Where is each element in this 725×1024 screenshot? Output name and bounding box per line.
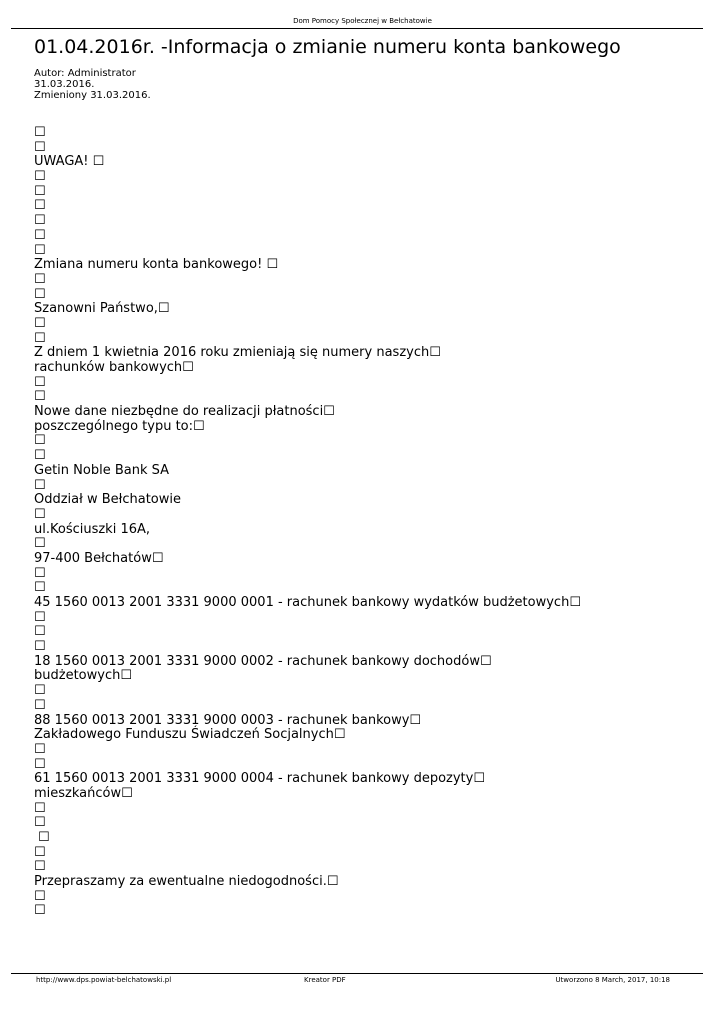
body-text-line: ul.Kościuszki 16A, — [34, 521, 151, 537]
placeholder-box-line: ☐ — [34, 125, 46, 140]
body-text-line: UWAGA! ☐ — [34, 154, 105, 170]
placeholder-box-line: ☐ — [34, 198, 46, 214]
article-modified: Zmieniony 31.03.2016. — [34, 90, 151, 101]
placeholder-box-line: ☐ — [34, 448, 46, 464]
body-text-line: Z dniem 1 kwietnia 2016 roku zmieniają się numery naszych☐ — [34, 345, 441, 361]
body-text-line: budżetowych☐ — [34, 668, 132, 684]
placeholder-box-line: ☐ — [34, 139, 46, 155]
footer-url[interactable]: http://www.dps.powiat-belchatowski.pl — [36, 976, 172, 984]
body-text-line: poszczególnego typu to:☐ — [34, 418, 205, 434]
placeholder-box-line: ☐ — [34, 389, 46, 405]
placeholder-box-line: ☐ — [34, 536, 46, 552]
body-text-line: mieszkańców☐ — [34, 785, 133, 801]
page-footer — [36, 976, 670, 986]
placeholder-box-line: ☐ — [34, 903, 46, 919]
placeholder-box-line: ☐ — [34, 477, 46, 493]
placeholder-box-line: ☐ — [34, 242, 46, 258]
placeholder-box-line: ☐ — [34, 315, 46, 331]
footer-generator: Kreator PDF — [304, 976, 346, 984]
body-text-line: 18 1560 0013 2001 3331 9000 0002 - rachunek bankowy dochodów☐ — [34, 653, 492, 669]
placeholder-box-line: ☐ — [34, 169, 46, 185]
placeholder-box-line: ☐ — [34, 624, 46, 640]
article-date: 31.03.2016. — [34, 79, 95, 90]
body-text-line: rachunków bankowych☐ — [34, 360, 194, 375]
placeholder-box-line: ☐ — [34, 844, 46, 860]
placeholder-box-line: ☐ — [34, 227, 46, 243]
placeholder-box-line: ☐ — [38, 830, 50, 845]
footer-created: Utworzono 8 March, 2017, 10:18 — [555, 976, 670, 984]
placeholder-box-line: ☐ — [34, 565, 46, 581]
body-text-line: Przepraszamy za ewentualne niedogodności.☐ — [34, 874, 339, 890]
article-meta — [34, 68, 151, 101]
placeholder-box-line: ☐ — [34, 580, 46, 596]
placeholder-box-line: ☐ — [34, 697, 46, 713]
placeholder-box-line: ☐ — [34, 741, 46, 757]
body-text-line: Nowe dane niezbędne do realizacji płatności☐ — [34, 404, 335, 420]
placeholder-box-line: ☐ — [34, 433, 46, 449]
placeholder-box-line: ☐ — [34, 271, 46, 287]
placeholder-box-line: ☐ — [34, 859, 46, 875]
placeholder-box-line: ☐ — [34, 815, 46, 831]
article-title: 01.04.2016r. -Informacja o zmianie numeru konta bankowego — [34, 36, 621, 58]
placeholder-box-line: ☐ — [34, 800, 46, 816]
placeholder-box-line: ☐ — [34, 286, 46, 302]
body-text-line: Szanowni Państwo,☐ — [34, 301, 170, 317]
article-body — [34, 126, 694, 919]
footer-divider — [11, 973, 703, 974]
placeholder-box-line: ☐ — [34, 213, 46, 229]
body-text-line: Getin Noble Bank SA — [34, 462, 169, 478]
placeholder-box-line: ☐ — [34, 506, 46, 522]
body-text-line: Zmiana numeru konta bankowego! ☐ — [34, 257, 279, 273]
placeholder-box-line: ☐ — [34, 639, 46, 655]
site-header: Dom Pomocy Społecznej w Bełchatowie — [293, 17, 432, 25]
body-text-line: 61 1560 0013 2001 3331 9000 0004 - rachunek bankowy depozyty☐ — [34, 771, 485, 787]
body-text-line: 97-400 Bełchatów☐ — [34, 550, 164, 566]
placeholder-box-line: ☐ — [34, 374, 46, 390]
body-text-line: 88 1560 0013 2001 3331 9000 0003 - rachunek bankowy☐ — [34, 712, 422, 728]
placeholder-box-line: ☐ — [34, 183, 46, 199]
body-text-line: Zakładowego Funduszu Świadczeń Socjalnych☐ — [34, 727, 346, 743]
placeholder-box-line: ☐ — [34, 683, 46, 699]
body-text-line: Oddział w Bełchatowie — [34, 492, 181, 508]
header-divider — [11, 28, 703, 29]
placeholder-box-line: ☐ — [34, 330, 46, 346]
article-author: Autor: Administrator — [34, 68, 136, 79]
body-text-line: 45 1560 0013 2001 3331 9000 0001 - rachunek bankowy wydatków budżetowych☐ — [34, 595, 581, 610]
placeholder-box-line: ☐ — [34, 756, 46, 772]
placeholder-box-line: ☐ — [34, 609, 46, 625]
placeholder-box-line: ☐ — [34, 888, 46, 904]
